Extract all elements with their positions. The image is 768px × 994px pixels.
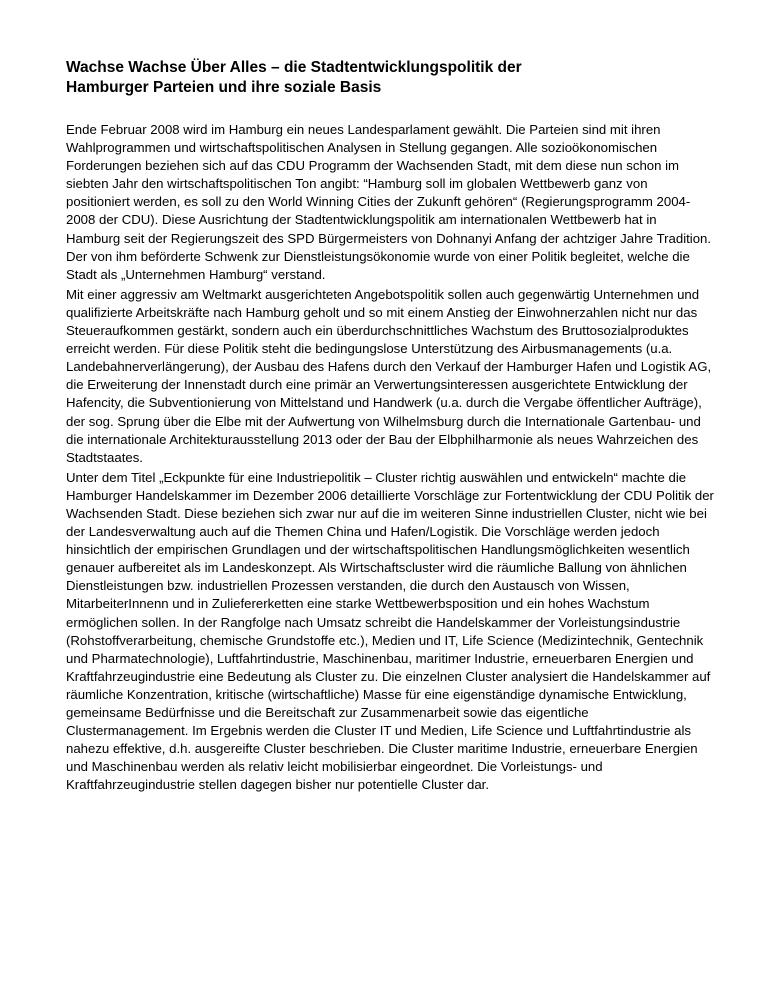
paragraph-3: Unter dem Titel „Eckpunkte für eine Industriepolitik – Cluster richtig auswählen und entwickeln“ machte die Hamburger Handelskammer im Dezember 2006 detaillierte Vorschläge zur Fortentwicklung der CDU Politik der Wachsenden Stadt. Diese beziehen sich zwar nur auf die im weiteren Sinne industriellen Cluster, nicht wie bei der Landesverwaltung auch auf die Themen China und Hafen/Logistik. Die Vorschläge werden jedoch hinsichtlich der empirischen Grundlagen und der wirtschaftspolitischen Handlungsmöglichkeiten wesentlich genauer aufbereitet als im Landeskonzept. Als Wirtschaftscluster wird die räumliche Ballung von ähnlichen Dienstleistungen bzw. industriellen Prozessen verstanden, die durch den Austausch von Wissen, MitarbeiterInnenn und in Zuliefererketten eine starke Wettbewerbsposition und ein hohes Wachstum ermöglichen sollen. In der Rangfolge nach Umsatz schreibt die Handelskammer der Vorleistungsindustrie (Rohstoffverarbeitung, chemische Grundstoffe etc.), Medien und IT, Life Science (Medizintechnik, Gentechnik und Pharmatechnologie), Luftfahrtindustrie, Maschinenbau, maritimer Industrie, erneuerbaren Energien und Kraftfahrzeugindustrie eine Bedeutung als Cluster zu. Die einzelnen Cluster analysiert die Handelskammer auf räumliche Konzentration, kritische (wirtschaftliche) Masse für eine eigenständige dynamische Entwicklung, gemeinsame Bedürfnisse und die Bereitschaft zur Zusammenarbeit sowie das eigentliche Clustermanagement. Im Ergebnis werden die Cluster IT und Medien, Life Science und Luftfahrtindustrie als nahezu effektive, d.h. ausgereifte Cluster beschrieben. Die Cluster maritime Industrie, erneuerbare Energien und Maschinenbau werden als relativ leicht mobilisierbar eingeordnet. Die Vorleistungs- und Kraftfahrzeugindustrie stellen dagegen bisher nur potentielle Cluster dar. xyxy=(66,469,714,793)
paragraph-2: Mit einer aggressiv am Weltmarkt ausgerichteten Angebotspolitik sollen auch gegenwärtig Unternehmen und qualifizierte Arbeitskräfte nach Hamburg geholt und so mit einem Anstieg der Einwohnerzahlen nicht nur das Steueraufkommen gestärkt, sondern auch ein überdurchschnittliches Wachstum des Bruttosozialproduktes erreicht werden. Für diese Politik steht die bedingungslose Unterstützung des Airbusmanagements (u.a. Landebahnerverlängerung), der Ausbau des Hafens durch den Verkauf der Hamburger Hafen und Logistik AG, die Erweiterung der Innenstadt durch eine primär an Verwertungsinteressen ausgerichtete Entwicklung der Hafencity, die Subventionierung von Mittelstand und Handwerk (u.a. durch die Vergabe öffentlicher Aufträge), der sog. Sprung über die Elbe mit der Aufwertung von Wilhelmsburg durch die Internationale Gartenbau- und die internationale Architekturausstellung 2013 oder der Bau der Elbphilharmonie als neues Wahrzeichen des Stadtstaates. xyxy=(66,286,712,465)
title-line-2: Hamburger Parteien und ihre soziale Basis xyxy=(66,79,382,96)
document-title xyxy=(66,58,714,98)
document-page xyxy=(66,58,714,796)
title-line-1: Wachse Wachse Über Alles – die Stadtentwicklungspolitik der xyxy=(66,59,522,76)
paragraph-1: Ende Februar 2008 wird im Hamburg ein neues Landesparlament gewählt. Die Parteien sind mit ihren Wahlprogrammen und wirtschaftspolitischen Analysen in Stellung gegangen. Alle sozioökonomischen Forderungen beziehen sich auf das CDU Programm der Wachsenden Stadt, mit dem diese nun schon im siebten Jahr den wirtschaftspolitischen Ton angibt: “Hamburg soll im globalen Wettbewerb ganz von positioniert werden, es soll zu den World Winning Cities der Zukunft gehören“ (Regierungsprogramm 2004-2008 der CDU). Diese Ausrichtung der Stadtentwicklungspolitik am internationalen Wettbewerb hat in Hamburg seit der Regierungszeit des SPD Bürgermeisters von Dohnanyi Anfang der achtziger Jahre Tradition. Der von ihm beförderte Schwenk zur Dienstleistungsökonomie wurde von einer Politik begleitet, welche die Stadt als „Unternehmen Hamburg“ verstand. xyxy=(66,122,712,282)
